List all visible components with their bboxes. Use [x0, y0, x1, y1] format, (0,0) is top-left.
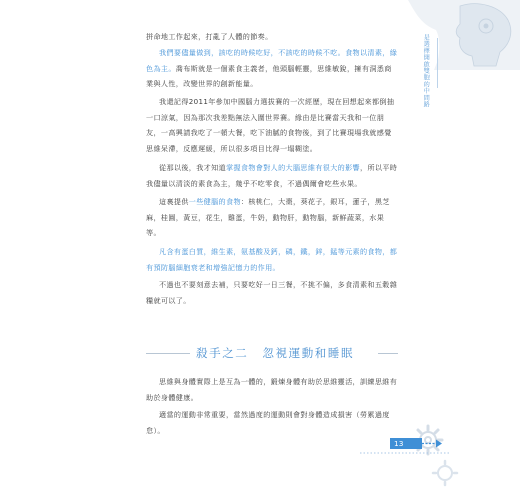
gear-icon: [430, 458, 460, 488]
heading-text: [196, 344, 354, 362]
paragraph-text: 從那以後，我才知道: [159, 163, 226, 172]
paragraph-9: [146, 407, 398, 438]
highlight-text: 我們要儘量做到，該吃的時候吃好，不該吃的時候不吃。食物以清素，綠色為主。: [146, 48, 398, 73]
heading-left: 殺手之二: [196, 346, 249, 360]
highlight-text: 凡含有蛋白質，維生素，氨基酸及鈣，磷，鐵，鋅，錳等元素的食物，都有預防腦細胞衰老和增強記憶力的作用。: [146, 247, 398, 272]
paragraph-text: 拼命地工作起來，打亂了人體的節奏。: [146, 32, 273, 41]
paragraph-text: 不過也不要刻意去補，只要吃好一日三餐，不挑不偏，多食清素和五穀雜糧就可以了。: [146, 280, 398, 305]
paragraph-7: [146, 277, 398, 308]
paragraph-text: ：核桃仁，大棗，葵花子，銀耳，蓮子，黑芝麻，桂圓，黃豆，花生，雞蛋，牛奶，動物肝，動物腦，新鮮蔬菜，水果等。: [146, 197, 390, 237]
paragraph-4: [146, 160, 398, 191]
paragraph-text: 我還記得2011年參加中國腦力選拔賽的一次經歷，現在回想起來都倒抽一口涼氣，因為那次我差點無法入圍世界賽。緣由是比賽當天我和一位朋友，一高興請我吃了一頓大餐，吃下油膩的食物後，到了比賽現場我就感覺思維呆滯，反應遲緩，所以很多項目比得一塌糊塗。: [146, 97, 395, 153]
paragraph-text: 喬布斯就是一個素食主義者，他頭腦輕靈，思維敏銳，擁有洞悉商業與人性，改變世界的創新能量。: [146, 63, 392, 88]
paragraph-text: 這裏提供: [159, 197, 189, 206]
paragraph-5: [146, 194, 398, 241]
page-number-badge: [390, 438, 422, 449]
side-tab-title: [422, 34, 436, 108]
paragraph-3: [146, 94, 398, 156]
paragraph-text: 適當的運動非常重要，當然過度的運動則會對身體造成損害（勞累過度怠）。: [146, 410, 390, 435]
paragraph-8: [146, 374, 398, 405]
paragraph-text: 思維與身體實際上是互為一體的，鍛煉身體有助於思維靈活，訓練思維有助於身體健康。: [146, 377, 398, 402]
paragraph-1: [146, 29, 398, 45]
page-number: 13: [394, 439, 404, 448]
heading-right: 忽視運動和睡眠: [262, 346, 355, 360]
highlight-text: 掌握食物會對人的大腦思維有很大的影響: [226, 163, 360, 172]
head-silhouette-icon: [400, 0, 520, 70]
dotted-rule: [360, 451, 450, 455]
side-tab-text: 是選擇開啟雙胞的中間路: [422, 34, 430, 108]
heading-rule-right: [378, 353, 398, 354]
heading-rule-left: [146, 353, 190, 354]
highlight-text: 一些健腦的食物: [188, 197, 241, 206]
paragraph-2: [146, 45, 398, 92]
paragraph-text: ，所以平時我儘量以清淡的素食為主，幾乎不吃零食，不過偶爾會吃些水果。: [146, 163, 398, 188]
paragraph-6: [146, 244, 398, 275]
arrow-right-icon: [422, 438, 444, 449]
side-tab-rule: [437, 38, 438, 88]
section-heading: [146, 344, 398, 362]
